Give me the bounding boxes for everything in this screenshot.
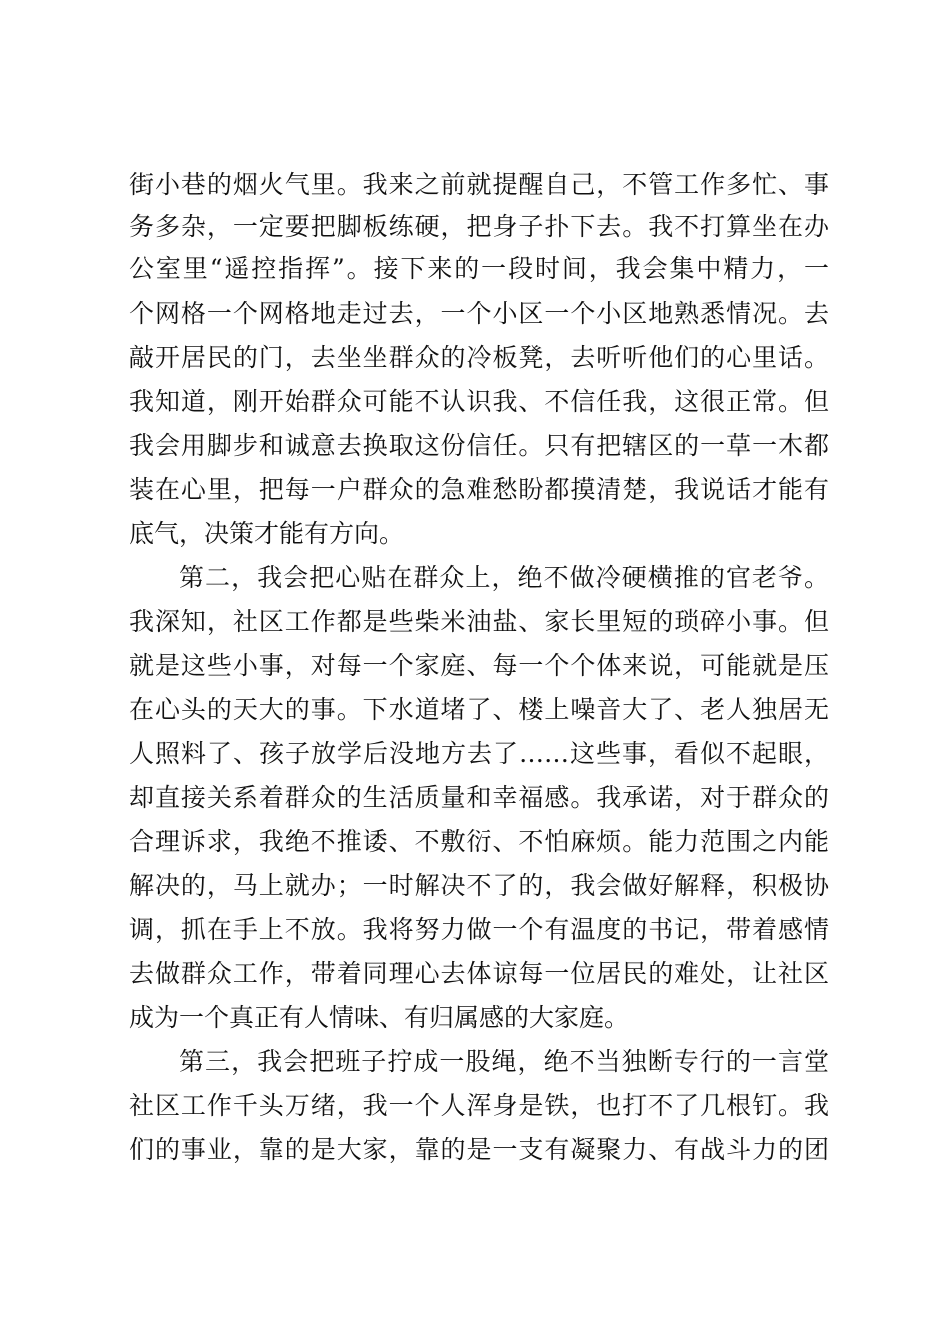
text-line: 就是这些小事，对每一个家庭、每一个个体来说，可能就是压 — [129, 651, 829, 680]
paragraph-first-line: 第二，我会把心贴在群众上，绝不做冷硬横推的官老爷。 — [179, 563, 829, 592]
text-line: 去做群众工作，带着同理心去体谅每一位居民的难处，让社区 — [129, 959, 829, 988]
text-line: 人照料了、孩子放学后没地方去了……这些事，看似不起眼， — [129, 739, 829, 768]
text-line: 成为一个真正有人情味、有归属感的大家庭。 — [129, 1003, 630, 1032]
text-line: 我知道，刚开始群众可能不认识我、不信任我，这很正常。但 — [129, 387, 829, 416]
text-line: 街小巷的烟火气里。我来之前就提醒自己，不管工作多忙、事 — [129, 170, 829, 199]
text-line: 们的事业，靠的是大家，靠的是一支有凝聚力、有战斗力的团 — [129, 1135, 829, 1164]
text-line: 务多杂，一定要把脚板练硬，把身子扑下去。我不打算坐在办 — [129, 212, 829, 241]
text-line: 公室里“遥控指挥”。接下来的一段时间，我会集中精力，一 — [129, 254, 829, 283]
text-line: 解决的，马上就办；一时解决不了的，我会做好解释，积极协 — [129, 871, 829, 900]
text-line: 在心头的天大的事。下水道堵了、楼上噪音大了、老人独居无 — [129, 695, 829, 724]
text-line: 敲开居民的门，去坐坐群众的冷板凳，去听听他们的心里话。 — [129, 343, 829, 372]
text-line: 却直接关系着群众的生活质量和幸福感。我承诺，对于群众的 — [129, 783, 829, 812]
text-line: 调，抓在手上不放。我将努力做一个有温度的书记，带着感情 — [129, 915, 829, 944]
text-line: 个网格一个网格地走过去，一个小区一个小区地熟悉情况。去 — [129, 299, 829, 328]
text-line: 社区工作千头万绪，我一个人浑身是铁，也打不了几根钉。我 — [129, 1091, 829, 1120]
text-line: 合理诉求，我绝不推诿、不敷衍、不怕麻烦。能力范围之内能 — [129, 827, 829, 856]
text-line: 底气，决策才能有方向。 — [129, 519, 405, 548]
text-line: 装在心里，把每一户群众的急难愁盼都摸清楚，我说话才能有 — [129, 475, 829, 504]
text-line: 我会用脚步和诚意去换取这份信任。只有把辖区的一草一木都 — [129, 431, 829, 460]
paragraph-first-line: 第三，我会把班子拧成一股绳，绝不当独断专行的一言堂 — [179, 1047, 829, 1076]
text-line: 我深知，社区工作都是些柴米油盐、家长里短的琐碎小事。但 — [129, 607, 829, 636]
